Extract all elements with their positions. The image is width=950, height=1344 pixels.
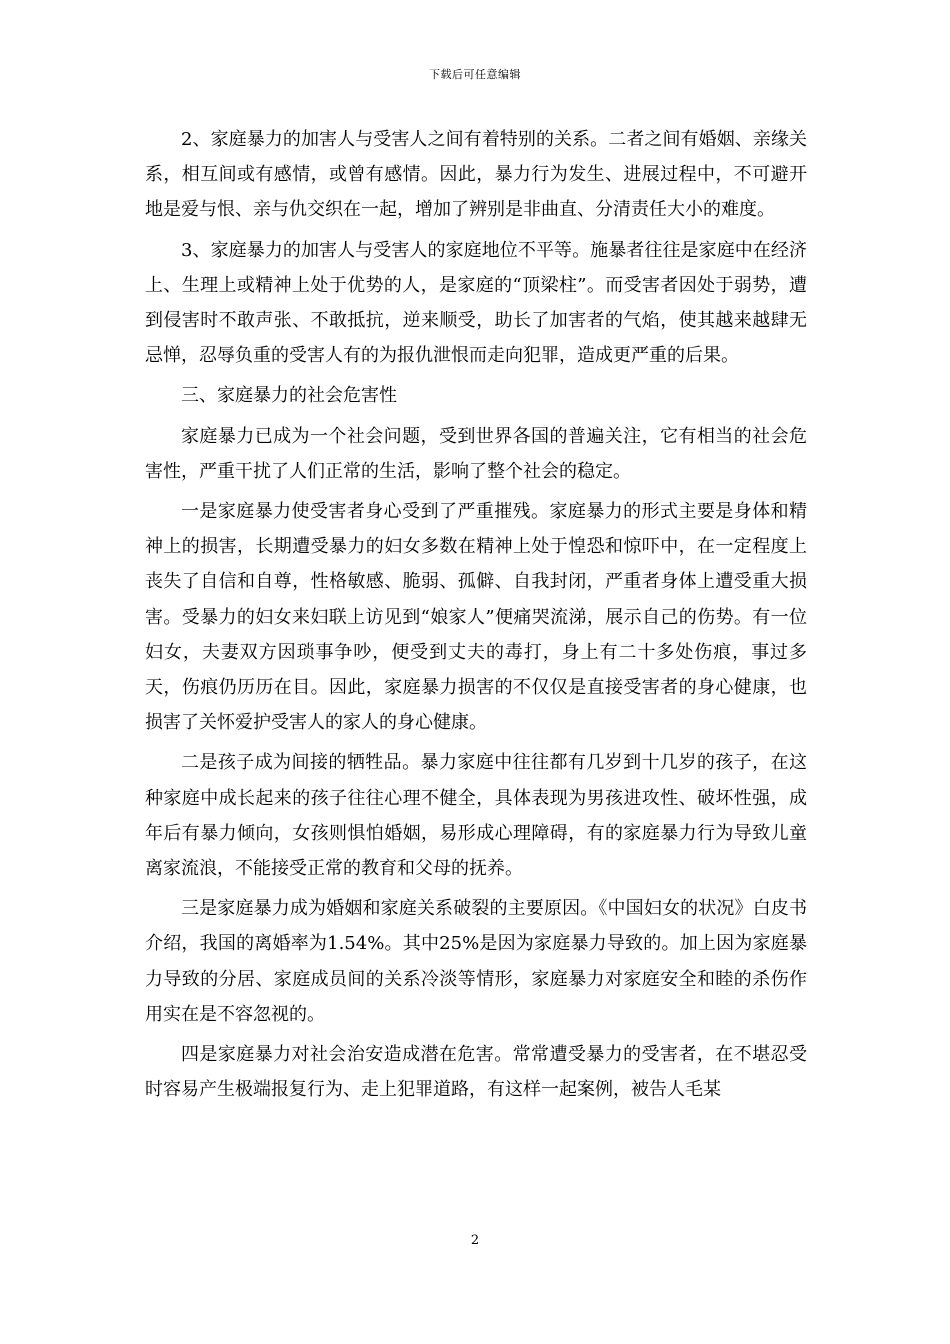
paragraph: 一是家庭暴力使受害者身心受到了严重摧残。家庭暴力的形式主要是身体和精神上的损害，长期遭受暴力的妇女多数在精神上处于惶恐和惊吓中，在一定程度上丧失了自信和自尊，性格敏感、脆弱、孤僻、自我封闭，严重者身体上遭受重大损害。受暴力的妇女来妇联上访见到“娘家人”便痛哭流涕，展示自己的伤势。有一位妇女，夫妻双方因琐事争吵，便受到丈夫的毒打，身上有二十多处伤痕，事过多天，伤痕仍历历在目。因此，家庭暴力损害的不仅仅是直接受害者的身心健康，也损害了关怀爱护受害人的家人的身心健康。 xyxy=(145,501,807,734)
paragraph: 二是孩子成为间接的牺牲品。暴力家庭中往往都有几岁到十几岁的孩子，在这种家庭中成长起来的孩子往往心理不健全，具体表现为男孩进攻性、破坏性强，成年后有暴力倾向，女孩则惧怕婚姻，易形成心理障碍，有的家庭暴力行为导致儿童离家流浪，不能接受正常的教育和父母的抚养。 xyxy=(145,752,807,880)
paragraph: 家庭暴力已成为一个社会问题，受到世界各国的普遍关注，它有相当的社会危害性，严重干扰了人们正常的生活，影响了整个社会的稳定。 xyxy=(145,425,807,482)
paragraph: 3、家庭暴力的加害人与受害人的家庭地位不平等。施暴者往往是家庭中在经济上、生理上或精神上处于优势的人，是家庭的“顶梁柱”。而受害者因处于弱势，遭到侵害时不敢声张、不敢抵抗，逆来顺受，助长了加害者的气焰，使其越来越肆无忌惮，忍辱负重的受害人有的为报仇泄恨而走向犯罪，造成更严重的后果。 xyxy=(145,239,807,367)
page-number: 2 xyxy=(470,1233,480,1248)
paragraph: 四是家庭暴力对社会治安造成潜在危害。常常遭受暴力的受害者，在不堪忍受时容易产生极端报复行为、走上犯罪道路，有这样一起案例，被告人毛某 xyxy=(145,1044,807,1101)
section-heading: 三、家庭暴力的社会危害性 xyxy=(181,385,397,407)
paragraph: 三是家庭暴力成为婚姻和家庭关系破裂的主要原因。《中国妇女的状况》白皮书介绍，我国的离婚率为1.54%。其中25%是因为家庭暴力导致的。加上因为家庭暴力导致的分居、家庭成员间的关系冷淡等情形，家庭暴力对家庭安全和睦的杀伤作用实在是不容忽视的。 xyxy=(145,898,807,1025)
document-body xyxy=(145,122,807,1112)
paragraph: 2、家庭暴力的加害人与受害人之间有着特别的关系。二者之间有婚姻、亲缘关系，相互间或有感情，或曾有感情。因此，暴力行为发生、进展过程中，不可避开地是爱与恨、亲与仇交织在一起，增加了辨别是非曲直、分清责任大小的难度。 xyxy=(145,129,807,221)
page-header: 下载后可任意编辑 xyxy=(429,68,521,81)
